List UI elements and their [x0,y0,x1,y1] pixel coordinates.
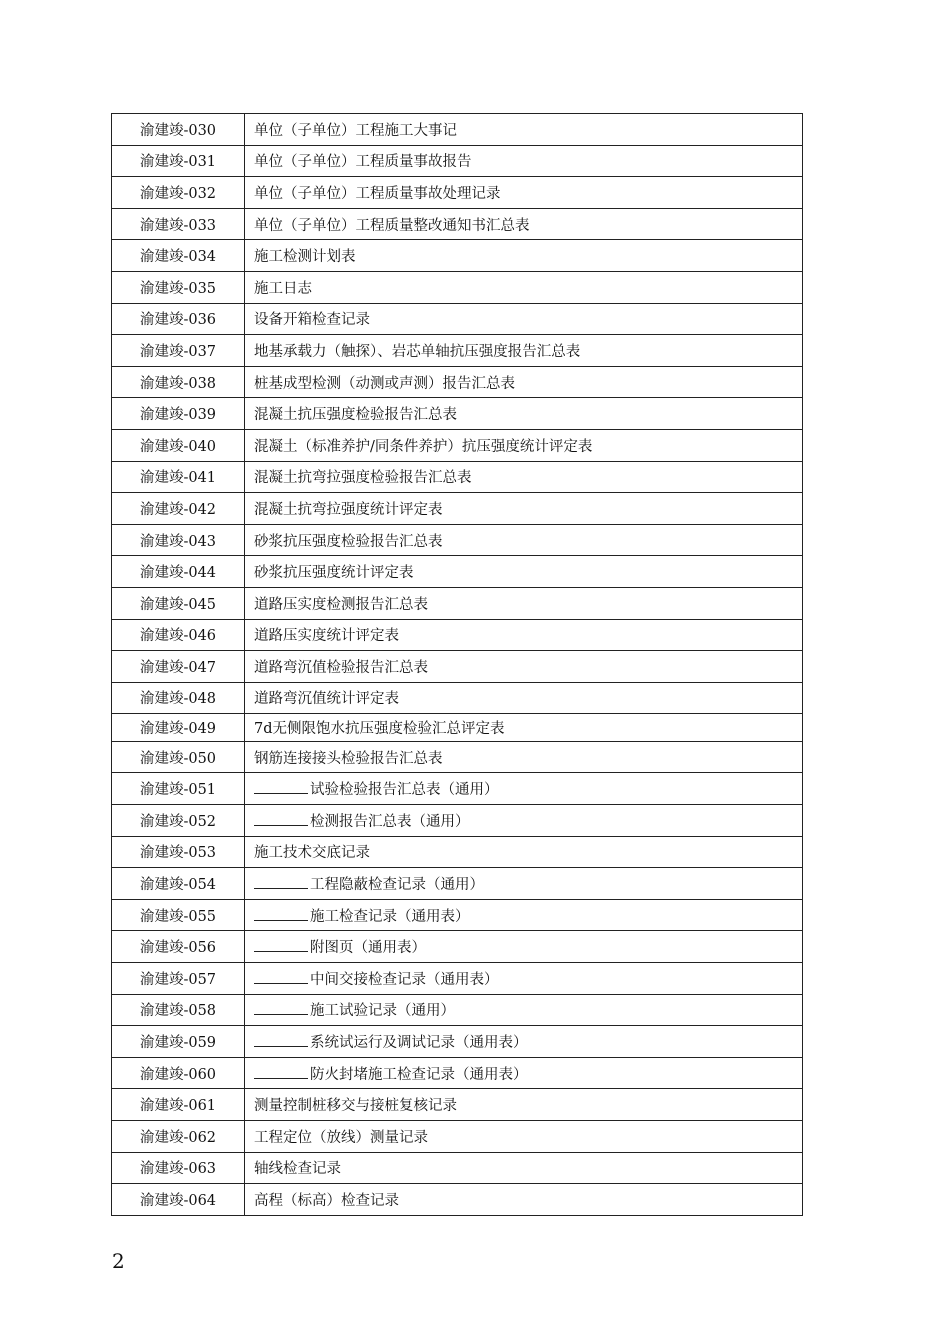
form-title-cell [245,1120,803,1152]
form-title: 道路弯沉值检验报告汇总表 [254,659,428,676]
form-title: 施工日志 [254,280,312,297]
form-title-cell [245,714,803,742]
form-code: 渝建竣-045 [112,587,245,619]
fill-in-blank-line [254,874,308,889]
form-title: 钢筋连接接头检验报告汇总表 [254,750,443,767]
form-code: 渝建竣-043 [112,524,245,556]
table-row [112,366,803,398]
form-list-body [112,114,803,1216]
form-title-cell [245,994,803,1026]
form-code: 渝建竣-054 [112,868,245,900]
form-title-cell [245,335,803,367]
table-row [112,619,803,651]
fill-in-blank-line [254,906,308,921]
fill-in-blank-line [254,1000,308,1015]
table-row [112,741,803,773]
form-title: 施工检查记录（通用表） [310,908,470,925]
table-row [112,804,803,836]
form-title: 高程（标高）检查记录 [254,1192,399,1209]
form-title-cell [245,651,803,683]
form-title: 道路压实度检测报告汇总表 [254,596,428,613]
form-title-cell [245,899,803,931]
table-row [112,587,803,619]
table-row [112,1120,803,1152]
form-title-cell [245,524,803,556]
form-code: 渝建竣-039 [112,398,245,430]
table-row [112,868,803,900]
form-title-cell [245,931,803,963]
form-title: 防火封堵施工检查记录（通用表） [310,1066,528,1083]
form-code: 渝建竣-059 [112,1026,245,1058]
form-title-cell [245,741,803,773]
table-row [112,899,803,931]
form-code: 渝建竣-062 [112,1120,245,1152]
form-code: 渝建竣-064 [112,1184,245,1216]
table-row [112,461,803,493]
form-title-cell [245,208,803,240]
form-title-cell [245,587,803,619]
table-row [112,651,803,683]
table-row [112,931,803,963]
form-code: 渝建竣-048 [112,682,245,714]
table-row [112,114,803,146]
table-row [112,1026,803,1058]
form-code: 渝建竣-041 [112,461,245,493]
form-code: 渝建竣-030 [112,114,245,146]
form-code: 渝建竣-034 [112,240,245,272]
form-title: 附图页（通用表） [310,940,426,957]
table-row [112,177,803,209]
fill-in-blank-line [254,1032,308,1047]
form-title-cell [245,398,803,430]
form-title: 单位（子单位）工程质量整改通知书汇总表 [254,217,530,234]
fill-in-blank-line [254,969,308,984]
form-title: 单位（子单位）工程质量事故报告 [254,154,472,171]
form-title-cell [245,682,803,714]
form-code: 渝建竣-049 [112,714,245,742]
form-title-cell [245,836,803,868]
form-title-cell [245,804,803,836]
table-row [112,429,803,461]
form-title: 砂浆抗压强度检验报告汇总表 [254,533,443,550]
form-title: 单位（子单位）工程施工大事记 [254,122,457,139]
form-title: 测量控制桩移交与接桩复核记录 [254,1098,457,1115]
form-code: 渝建竣-040 [112,429,245,461]
form-title: 7d无侧限饱水抗压强度检验汇总评定表 [254,721,505,738]
table-row [112,773,803,805]
form-code: 渝建竣-038 [112,366,245,398]
form-code: 渝建竣-053 [112,836,245,868]
form-title: 桩基成型检测（动测或声测）报告汇总表 [254,375,515,392]
form-title-cell [245,1057,803,1089]
table-row [112,208,803,240]
form-code: 渝建竣-042 [112,493,245,525]
form-title: 施工试验记录（通用） [310,1003,455,1020]
form-title-cell [245,1089,803,1121]
form-code: 渝建竣-056 [112,931,245,963]
form-code: 渝建竣-036 [112,303,245,335]
form-code: 渝建竣-052 [112,804,245,836]
table-row [112,240,803,272]
form-title: 混凝土抗弯拉强度检验报告汇总表 [254,470,472,487]
form-code: 渝建竣-057 [112,962,245,994]
table-row [112,682,803,714]
form-code: 渝建竣-051 [112,773,245,805]
form-title: 地基承载力（触探）、岩芯单轴抗压强度报告汇总表 [254,343,581,360]
form-title: 中间交接检查记录（通用表） [310,971,499,988]
table-row [112,994,803,1026]
form-code: 渝建竣-050 [112,741,245,773]
form-title-cell [245,493,803,525]
form-title-cell [245,240,803,272]
form-title-cell [245,868,803,900]
form-code: 渝建竣-046 [112,619,245,651]
table-row [112,1152,803,1184]
form-title-cell [245,461,803,493]
form-code: 渝建竣-047 [112,651,245,683]
form-title-cell [245,556,803,588]
fill-in-blank-line [254,779,308,794]
form-list-table [111,113,803,1216]
fill-in-blank-line [254,811,308,826]
form-title: 工程定位（放线）测量记录 [254,1129,428,1146]
form-title-cell [245,145,803,177]
form-code: 渝建竣-031 [112,145,245,177]
form-title-cell [245,303,803,335]
form-title: 轴线检查记录 [254,1161,341,1178]
form-title: 混凝土抗弯拉强度统计评定表 [254,501,443,518]
form-title: 单位（子单位）工程质量事故处理记录 [254,185,501,202]
table-row [112,1089,803,1121]
form-title: 道路弯沉值统计评定表 [254,691,399,708]
form-title: 混凝土抗压强度检验报告汇总表 [254,407,457,424]
form-title: 道路压实度统计评定表 [254,628,399,645]
table-row [112,524,803,556]
form-title: 试验检验报告汇总表（通用） [310,782,499,799]
table-row [112,335,803,367]
form-title-cell [245,271,803,303]
form-code: 渝建竣-035 [112,271,245,303]
table-row [112,271,803,303]
page-number: 2 [112,1249,125,1273]
form-title-cell [245,366,803,398]
table-row [112,1057,803,1089]
form-code: 渝建竣-033 [112,208,245,240]
form-title-cell [245,1184,803,1216]
form-title-cell [245,1026,803,1058]
form-title-cell [245,429,803,461]
form-title-cell [245,177,803,209]
form-title-cell [245,619,803,651]
form-code: 渝建竣-044 [112,556,245,588]
form-code: 渝建竣-055 [112,899,245,931]
table-row [112,145,803,177]
form-code: 渝建竣-061 [112,1089,245,1121]
form-title: 系统试运行及调试记录（通用表） [310,1034,528,1051]
form-title: 检测报告汇总表（通用） [310,813,470,830]
form-title: 施工技术交底记录 [254,845,370,862]
table-row [112,398,803,430]
table-row [112,836,803,868]
form-code: 渝建竣-037 [112,335,245,367]
table-row [112,962,803,994]
form-title: 工程隐蔽检查记录（通用） [310,876,484,893]
fill-in-blank-line [254,937,308,952]
form-title-cell [245,1152,803,1184]
table-row [112,493,803,525]
form-title: 砂浆抗压强度统计评定表 [254,565,414,582]
form-code: 渝建竣-063 [112,1152,245,1184]
table-row [112,1184,803,1216]
table-row [112,714,803,742]
table-row [112,556,803,588]
form-title: 混凝土（标准养护/同条件养护）抗压强度统计评定表 [254,438,593,455]
fill-in-blank-line [254,1064,308,1079]
form-code: 渝建竣-032 [112,177,245,209]
table-row [112,303,803,335]
form-title: 设备开箱检查记录 [254,312,370,329]
form-title-cell [245,114,803,146]
form-code: 渝建竣-058 [112,994,245,1026]
form-code: 渝建竣-060 [112,1057,245,1089]
form-title-cell [245,773,803,805]
form-title-cell [245,962,803,994]
form-title: 施工检测计划表 [254,249,356,266]
